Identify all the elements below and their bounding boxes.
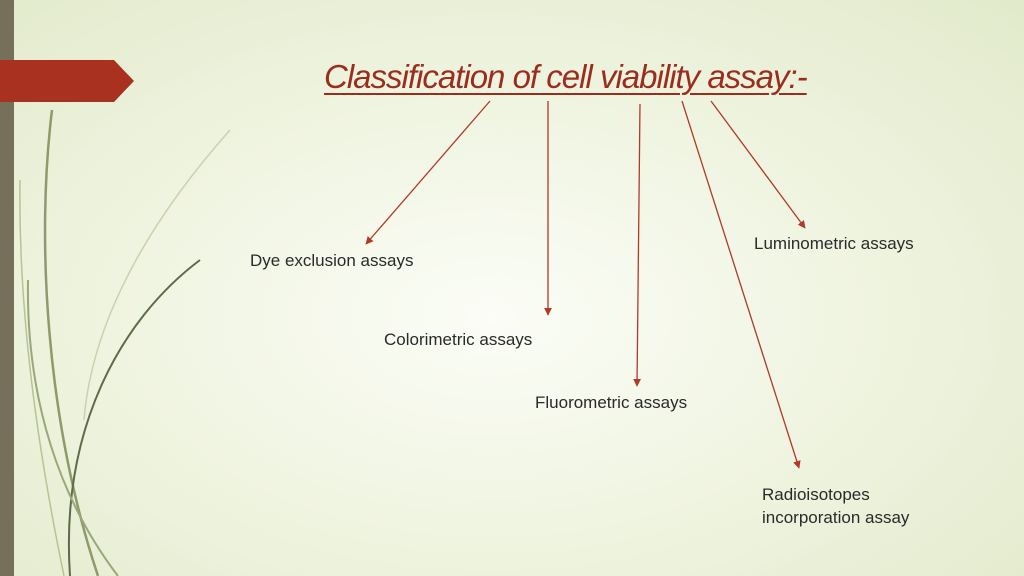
slide-title: Classification of cell viability assay:- — [324, 58, 807, 95]
arrow-dye-exclusion — [366, 101, 490, 244]
label-fluorometric: Fluorometric assays — [535, 393, 688, 412]
label-dye-exclusion: Dye exclusion assays — [250, 251, 414, 270]
label-radioisotopes-line2: incorporation assay — [762, 508, 910, 527]
label-radioisotopes — [762, 483, 909, 529]
arrow-fluorometric — [637, 104, 640, 386]
arrow-radioisotopes — [682, 101, 799, 468]
label-luminometric: Luminometric assays — [754, 234, 914, 253]
label-radioisotopes-line1: Radioisotopes — [762, 485, 870, 504]
arrow-luminometric — [711, 101, 805, 228]
label-colorimetric: Colorimetric assays — [384, 330, 533, 349]
